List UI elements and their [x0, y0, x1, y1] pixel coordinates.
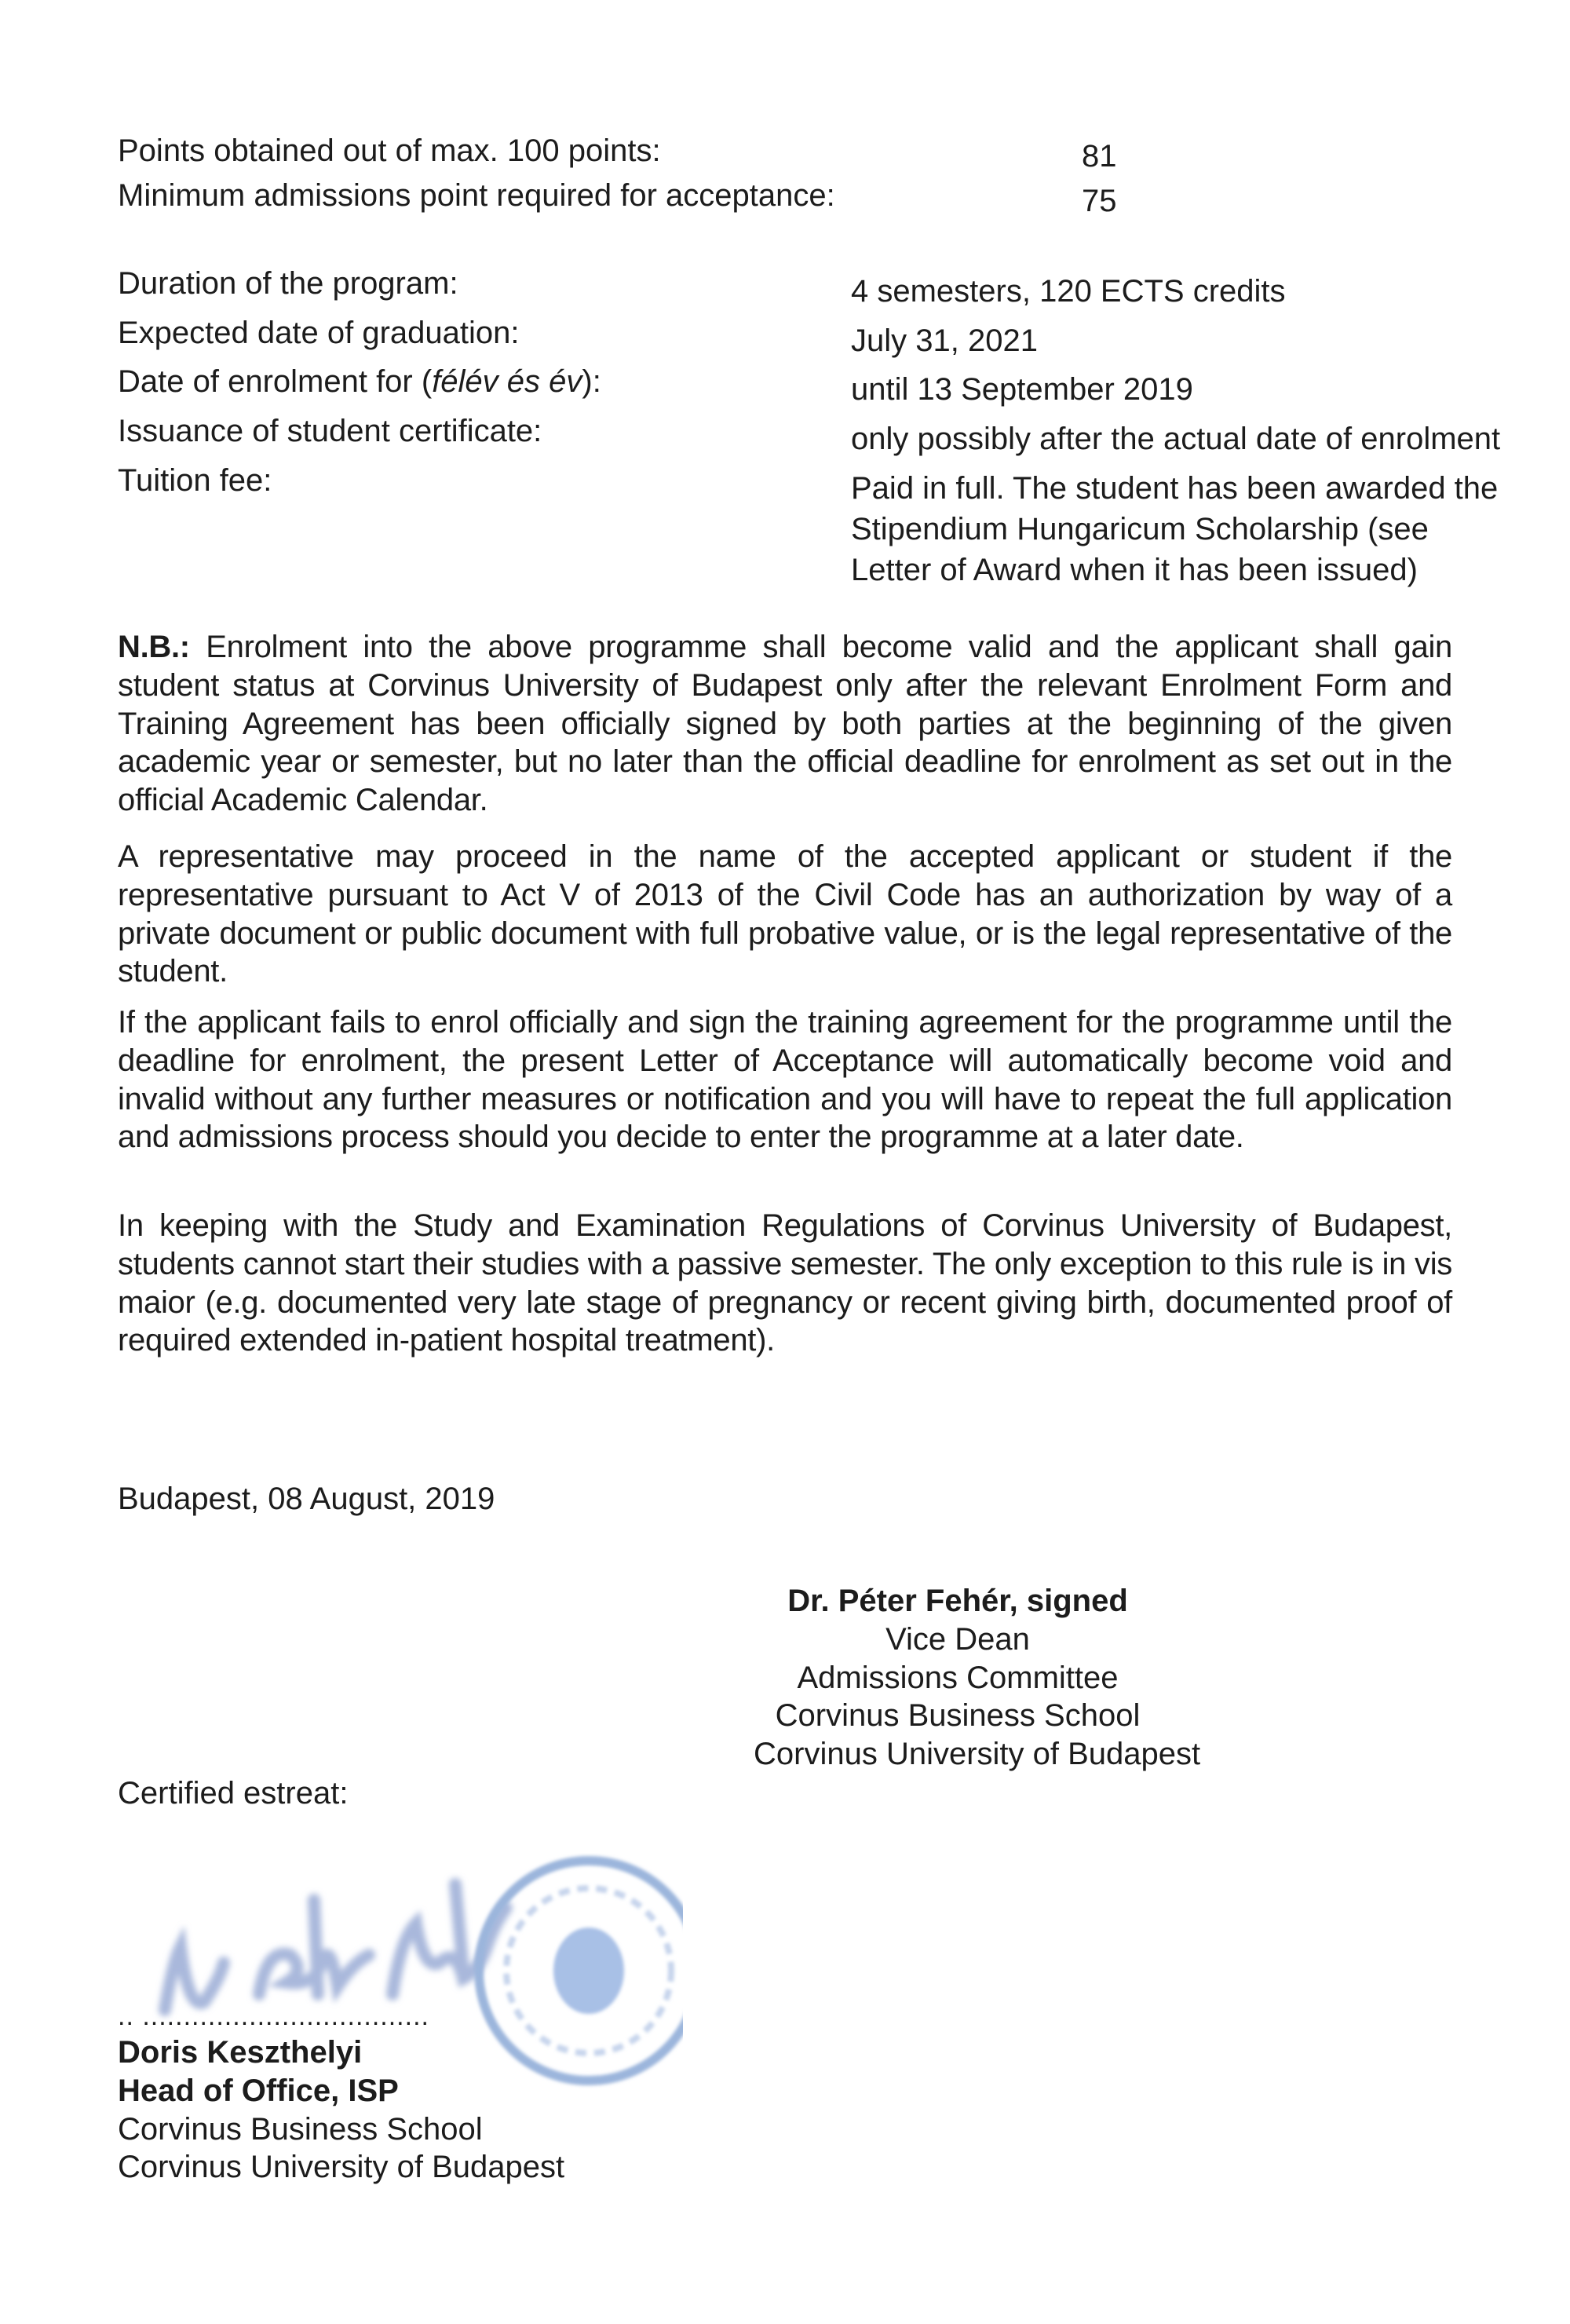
minimum-points-label: Minimum admissions point required for acceptance: [118, 178, 835, 213]
signatory-name: Dr. Péter Fehér, signed [787, 1584, 1128, 1618]
tuition-label: Tuition fee: [118, 463, 272, 498]
nb-label: N.B.: [118, 630, 190, 664]
minimum-points-value: 75 [1082, 184, 1117, 218]
duration-value: 4 semesters, 120 ECTS credits [851, 274, 1286, 309]
graduation-value: July 31, 2021 [851, 323, 1038, 358]
certificate-value: only possibly after the actual date of enrolment [851, 422, 1501, 456]
points-label: Points obtained out of max. 100 points: [118, 133, 661, 168]
place-date: Budapest, 08 August, 2019 [118, 1482, 495, 1516]
certifier-block [118, 2034, 564, 2187]
signatory-title: Vice Dean [885, 1621, 1030, 1657]
signatory-block [754, 1582, 1201, 1774]
duration-label: Duration of the program: [118, 266, 458, 301]
handwritten-signature [165, 1884, 506, 2010]
failure-paragraph [118, 1003, 1452, 1157]
graduation-label: Expected date of graduation: [118, 316, 520, 350]
certifier-university: Corvinus University of Budapest [118, 2150, 565, 2185]
passive-semester-text: In keeping with the Study and Examination Regulations of Corvinus University of Budapest, students cannot start their studies with a passive semester. The only exception to this rule is in vis maior (e.g. documented very late stage of pregnancy or recent giving birth, documented proof of required extended in-patient hospital treatment). [118, 1208, 1452, 1358]
passive-semester-paragraph [118, 1207, 1452, 1360]
certifier-school: Corvinus Business School [118, 2111, 483, 2147]
signatory-school: Corvinus Business School [775, 1698, 1141, 1734]
certificate-label: Issuance of student certificate: [118, 414, 542, 448]
certifier-title: Head of Office, ISP [118, 2073, 399, 2108]
certifier-name: Doris Keszthelyi [118, 2035, 363, 2070]
signatory-committee: Admissions Committee [797, 1660, 1119, 1695]
nb-paragraph [118, 628, 1452, 820]
enrolment-label [118, 363, 601, 401]
tuition-value-line-1: Paid in full. The student has been awarded the [851, 471, 1499, 506]
certified-label: Certified estreat: [118, 1776, 349, 1811]
tuition-value-line-3: Letter of Award when it has been issued) [851, 553, 1418, 587]
enrolment-label-italic: félév és év [432, 364, 582, 399]
representative-paragraph [118, 838, 1452, 991]
failure-text: If the applicant fails to enrol officially and sign the training agreement for the programme until the deadline for enrolment, the present Letter of Acceptance will automatically become void and invalid without any further measures or notification and you will have to repeat the full application and admissions process should you decide to enter the programme at a later date. [118, 1005, 1452, 1155]
enrolment-value: until 13 September 2019 [851, 372, 1193, 407]
tuition-value-line-2: Stipendium Hungaricum Scholarship (see [851, 512, 1429, 546]
signatory-university: Corvinus University of Budapest [754, 1737, 1201, 1772]
representative-text: A representative may proceed in the name of the accepted applicant or student if the representative pursuant to Act V of 2013 of the Civil Code has an authorization by way of a private document or public document with full probative value, or is the legal representative of the student. [118, 839, 1452, 989]
nb-text: Enrolment into the above programme shall become valid and the applicant shall gain student status at Corvinus University of Budapest only after the relevant Enrolment Form and Training Agreement has been officially signed by both parties at the beginning of the given academic year or semester, but no later than the official deadline for enrolment as set out in the official Academic Calendar. [118, 630, 1452, 818]
enrolment-label-prefix: Date of enrolment for ( [118, 364, 433, 399]
points-value: 81 [1082, 139, 1117, 174]
signature-line: .. ................................... [118, 2001, 429, 2031]
enrolment-label-suffix: ): [582, 364, 601, 399]
